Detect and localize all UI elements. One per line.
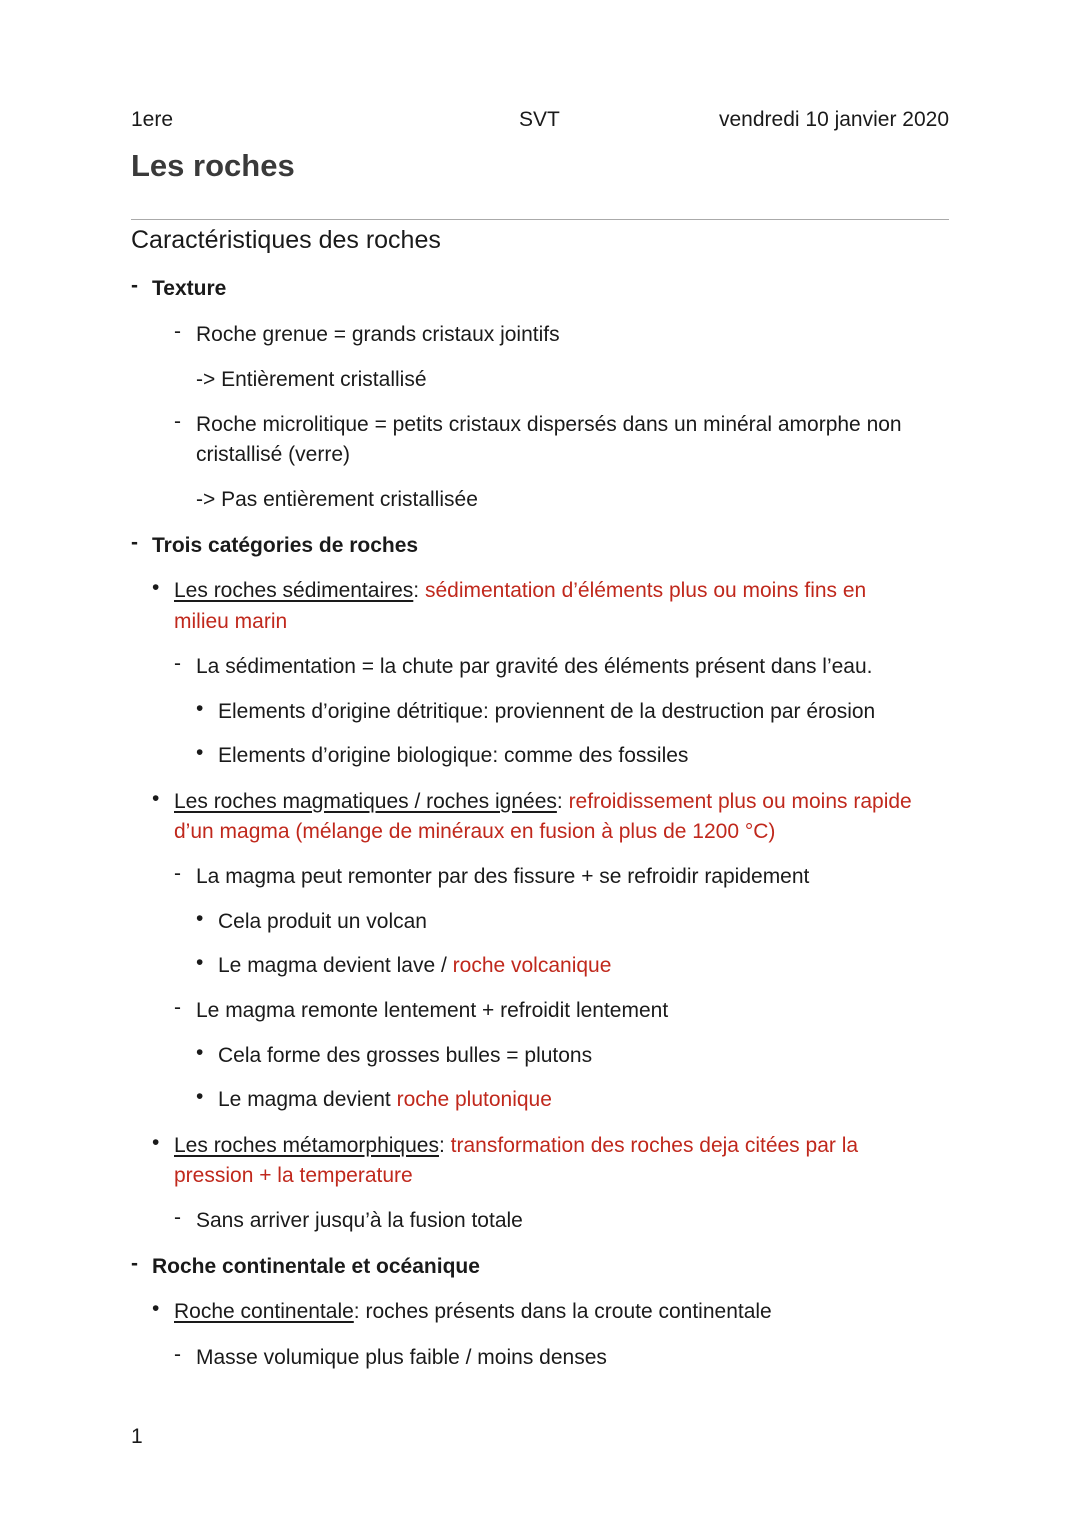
note-micro: -> Pas entièrement cristallisée — [196, 488, 478, 511]
def-continentale: roches présents dans la croute continentale — [365, 1300, 772, 1323]
header-date: vendredi 10 janvier 2020 — [719, 108, 949, 131]
dash-marker: - — [174, 862, 181, 885]
term-roche-volcanique: roche volcanique — [452, 954, 612, 977]
text-micro-line2: cristallisé (verre) — [196, 443, 351, 466]
text-magma-rapide: La magma peut remonter par des fissure + se refroidir rapidement — [196, 865, 810, 888]
term-metamorphiques: Les roches métamorphiques — [174, 1134, 439, 1157]
heading-continentale: Roche continentale et océanique — [152, 1255, 480, 1278]
text-lave — [218, 951, 611, 981]
item-continentale — [174, 1297, 772, 1327]
def-metamorphiques: transformation des roches deja citées par la — [450, 1134, 859, 1157]
term-continentale: Roche continentale — [174, 1300, 354, 1323]
term-magmatiques: Les roches magmatiques / roches ignées — [174, 790, 557, 813]
bullet-marker: • — [196, 951, 204, 974]
bullet-marker: • — [196, 907, 204, 930]
dash-marker: - — [174, 1206, 181, 1229]
bullet-marker: • — [152, 1131, 160, 1154]
def-sedimentaires: sédimentation d’éléments plus ou moins fins en — [424, 579, 867, 602]
page-number: 1 — [131, 1425, 143, 1448]
heading-texture: Texture — [152, 277, 227, 300]
bullet-marker: • — [196, 697, 204, 720]
item-metamorphiques — [174, 1131, 858, 1161]
def-magmatiques: refroidissement plus ou moins rapide — [568, 790, 912, 813]
header-subject: SVT — [519, 108, 560, 131]
text-grenue: Roche grenue = grands cristaux jointifs — [196, 323, 560, 346]
heading-categories: Trois catégories de roches — [152, 534, 419, 557]
text-biologique: Elements d’origine biologique: comme des fossiles — [218, 744, 689, 767]
text-plutonique-plain: Le magma devient — [218, 1088, 397, 1111]
text-micro-line1: Roche microlitique = petits cristaux dispersés dans un minéral amorphe non — [196, 413, 902, 436]
text-plutonique — [218, 1085, 552, 1115]
section-title: Caractéristiques des roches — [131, 226, 441, 254]
dash-marker: - — [174, 410, 181, 433]
def-metamorphiques-cont: pression + la temperature — [174, 1164, 413, 1187]
colon: : — [353, 1300, 360, 1323]
def-sedimentaires-cont: milieu marin — [174, 610, 288, 633]
text-detritique: Elements d’origine détritique: proviennent de la destruction par érosion — [218, 700, 876, 723]
header-level: 1ere — [131, 108, 174, 131]
dash-marker: - — [131, 531, 138, 554]
term-roche-plutonique: roche plutonique — [396, 1088, 552, 1111]
dash-marker: - — [174, 652, 181, 675]
bullet-marker: • — [196, 1041, 204, 1064]
dash-marker: - — [131, 274, 138, 297]
text-plutons: Cela forme des grosses bulles = plutons — [218, 1044, 593, 1067]
term-sedimentaires: Les roches sédimentaires — [174, 579, 414, 602]
dash-marker: - — [174, 996, 181, 1019]
title-divider — [131, 219, 949, 220]
bullet-marker: • — [152, 576, 160, 599]
colon: : — [413, 579, 420, 602]
def-magmatiques-cont: d’un magma (mélange de minéraux en fusion à plus de 1200 °C) — [174, 820, 776, 843]
dash-marker: - — [131, 1252, 138, 1275]
item-magmatiques — [174, 787, 912, 817]
bullet-marker: • — [196, 741, 204, 764]
colon: : — [438, 1134, 445, 1157]
text-sedimentation: La sédimentation = la chute par gravité des éléments présent dans l’eau. — [196, 655, 873, 678]
colon: : — [556, 790, 563, 813]
text-magma-lent: Le magma remonte lentement + refroidit lentement — [196, 999, 669, 1022]
text-volcan: Cela produit un volcan — [218, 910, 427, 933]
dash-marker: - — [174, 320, 181, 343]
bullet-marker: • — [196, 1085, 204, 1108]
item-sedimentaires — [174, 576, 866, 606]
page-title: Les roches — [131, 148, 295, 183]
text-fusion: Sans arriver jusqu’à la fusion totale — [196, 1209, 523, 1232]
bullet-marker: • — [152, 1297, 160, 1320]
text-lave-plain: Le magma devient lave / — [218, 954, 453, 977]
bullet-marker: • — [152, 787, 160, 810]
text-masse-volumique: Masse volumique plus faible / moins denses — [196, 1346, 607, 1369]
dash-marker: - — [174, 1343, 181, 1366]
note-grenue: -> Entièrement cristallisé — [196, 368, 427, 391]
